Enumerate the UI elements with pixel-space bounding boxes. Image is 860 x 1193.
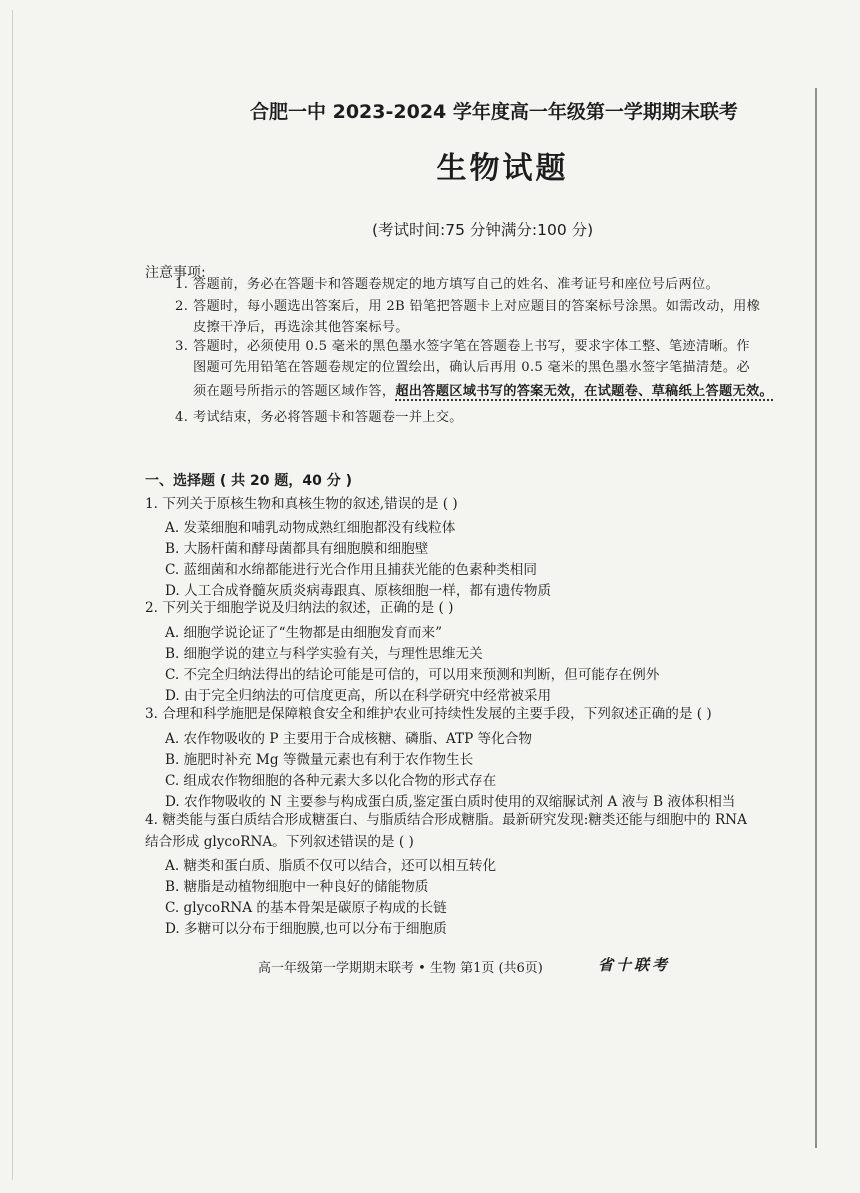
question-option: D. 人工合成脊髓灰质炎病毒跟真、原核细胞一样，都有遗传物质: [165, 583, 552, 599]
note-item: [175, 274, 805, 295]
question-option: A. 糖类和蛋白质、脂质不仅可以结合，还可以相互转化: [165, 858, 497, 874]
question-option: B. 施肥时补充 Mg 等微量元素也有利于农作物生长: [165, 752, 474, 768]
note-number: 4.: [175, 410, 189, 425]
question-option: D. 农作物吸收的 N 主要参与构成蛋白质,鉴定蛋白质时使用的双缩脲试剂 A 液与 B 液体积相当: [165, 794, 736, 810]
note-text-continued: 图题可先用铅笔在答题卷规定的位置绘出，确认后再用 0.5 毫米的黑色墨水签字笔描清楚。必: [193, 360, 750, 375]
section-heading: 一、选择题 ( 共 20 题，40 分 ): [145, 473, 353, 489]
question-stem: 3. 合理和科学施肥是保障粮食安全和维护农业可持续性发展的主要手段，下列叙述正确的是 ( ): [145, 706, 712, 722]
note-number: 2.: [175, 299, 189, 314]
question-option: C. glycoRNA 的基本骨架是碳原子构成的长链: [165, 900, 447, 916]
note-text-continued: [175, 381, 805, 402]
note-text-plain: 须在题号所指示的答题区域作答，: [193, 384, 396, 399]
question-option: C. 蓝细菌和水绵都能进行光合作用且捕获光能的色素种类相同: [165, 562, 537, 578]
binding-edge: [815, 88, 817, 1148]
notes-heading: 注意事项:: [145, 265, 206, 281]
note-item: [175, 407, 805, 428]
question-option: B. 大肠杆菌和酵母菌都具有细胞膜和细胞壁: [165, 541, 429, 557]
question-stem: 1. 下列关于原核生物和真核生物的叙述,错误的是 ( ): [145, 496, 458, 512]
note-text: 答题时，每小题选出答案后，用 2B 铅笔把答题卡上对应题目的答案标号涂黑。如需改动，用橡: [193, 299, 761, 314]
note-number: 3.: [175, 339, 189, 354]
question-stem: 2. 下列关于细胞学说及归纳法的叙述，正确的是 ( ): [145, 600, 454, 616]
question-option: B. 细胞学说的建立与科学实验有关，与理性思维无关: [165, 646, 483, 662]
note-text-continued: 皮擦干净后，再选涂其他答案标号。: [193, 320, 409, 335]
question-stem: 4. 糖类能与蛋白质结合形成糖蛋白、与脂质结合形成糖脂。最新研究发现:糖类还能与细胞中的 RNA: [145, 812, 747, 828]
page-footer: 高一年级第一学期期末联考 • 生物 第1页 (共6页): [258, 961, 543, 976]
question-stem-continued: 结合形成 glycoRNA。下列叙述错误的是 ( ): [145, 834, 414, 850]
subject-title: 生物试题: [436, 151, 569, 186]
question-option: C. 组成农作物细胞的各种元素大多以化合物的形式存在: [165, 773, 497, 789]
question-option: A. 发菜细胞和哺乳动物成熟红细胞都没有线粒体: [165, 520, 456, 536]
question-option: D. 由于完全归纳法的可信度更高，所以在科学研究中经常被采用: [165, 688, 552, 704]
note-text: 答题前，务必在答题卡和答题卷规定的地方填写自己的姓名、准考证号和座位号后两位。: [193, 277, 720, 292]
publisher-logo: 省十联考: [598, 956, 671, 974]
question-option: B. 糖脂是动植物细胞中一种良好的储能物质: [165, 879, 429, 895]
exam-title: 合肥一中 2023-2024 学年度高一年级第一学期期末联考: [250, 101, 738, 123]
note-item: [175, 336, 805, 402]
note-text: 答题时，必须使用 0.5 毫米的黑色墨水签字笔在答题卷上书写，要求字体工整、笔迹清晰。作: [193, 339, 750, 354]
exam-time-info: (考试时间:75 分钟满分:100 分): [372, 221, 594, 239]
note-number: 1.: [175, 277, 189, 292]
note-warning-bold: 超出答题区域书写的答案无效，在试题卷、草稿纸上答题无效。: [395, 384, 773, 399]
question-option: A. 细胞学说论证了“生物都是由细胞发育而来”: [165, 625, 443, 641]
question-option: C. 不完全归纳法得出的结论可能是可信的，可以用来预测和判断，但可能存在例外: [165, 667, 660, 683]
note-text: 考试结束，务必将答题卡和答题卷一并上交。: [193, 410, 463, 425]
question-option: D. 多糖可以分布于细胞膜,也可以分布于细胞质: [165, 921, 447, 937]
question-option: A. 农作物吸收的 P 主要用于合成核糖、磷脂、ATP 等化合物: [165, 731, 532, 747]
note-item: [175, 296, 805, 338]
